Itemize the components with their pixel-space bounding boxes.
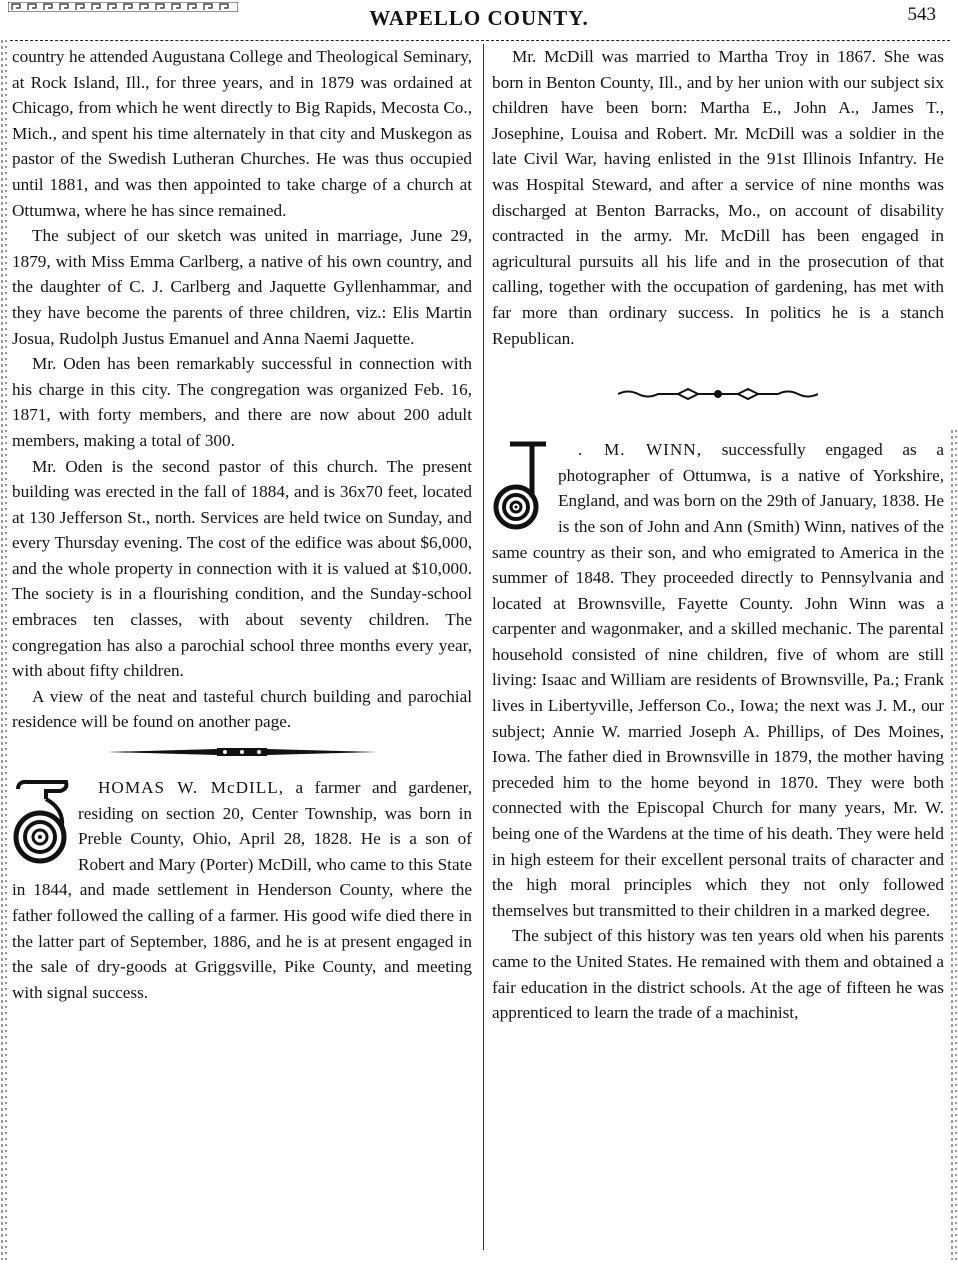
paragraph-oden-career: country he attended Augustana College and Theological Seminary, at Rock Island, Ill., for three years, and in 1879 was ordained at Chicago, from which he went directly to Big Rapids, Mecosta Co., Mich., and spent his time alternately in that city and Muskegon as pastor of the Swedish Lutheran Churches. He was thus occupied until 1881, and was then appointed to take charge of a church at Ottumwa, where he has since remained. (12, 47, 472, 220)
running-head-title: WAPELLO COUNTY. (369, 6, 589, 30)
paragraph-oden-success: Mr. Oden has been remarkably successful in connection with his charge in this city. The congregation was organized Feb. 16, 1871, with forty members, and there are now about 200 adult members, making a total of 300. (12, 354, 472, 450)
section-divider-ornament-right (492, 351, 944, 437)
paragraph-mcdill-bio (12, 775, 472, 1005)
paragraph-church-building: Mr. Oden is the second pastor of this church. The present building was erected in the fall of 1884, and is 36x70 feet, located at 130 Jefferson St., north. Services are held twice on Sunday, and every Thursday evening. The cost of the edifice was about $6,000, and the whole property in connection with it is valued at $10,000. The society is in a flourishing condition, and the Sunday-school embraces ten classes, with about seventy children. The congregation has also a parochial school three months every year, with about fifty children. (12, 456, 472, 681)
winn-bio-text: successfully engaged as a photographer of Ottumwa, is a native of Yorkshire, England, and was born on the 29th of January, 1838. He is the son of John and Ann (Smith) Winn, natives of the same country as their son, and who emigrated to America in the summer of 1848. They proceeded directly to Pennsylvania and located at Brownsville, Fayette County. John Winn was a carpenter and wagonmaker, and a skilled mechanic. The parental household consisted of nine children, five of whom are still living: Isaac and William are residents of Brownsville, Pa.; Frank lives in Libertyville, Jefferson Co., Iowa; the next was J. M., our subject; Annie W. married Joseph A. Phillips, of Des Moines, Iowa. The father died in Brownsville in 1879, the mother having preceded him to the home beyond in 1870. They were both connected with the Episcopal Church for many years, Mr. W. being one of the Wardens at the time of his death. They were held in high esteem for their excellent personal traits of character and the high moral principles which they not only followed themselves but transmitted to their children in a marked degree. (492, 440, 944, 920)
page-header (0, 0, 958, 44)
paragraph-oden-marriage: The subject of our sketch was united in marriage, June 29, 1879, with Miss Emma Carlberg, a native of his own country, and the daughter of C. J. Carlberg and Jaquette Gyllenhammar, and they have become the parents of three children, viz.: Elis Martin Josua, Rudolph Justus Emanuel and Anna Naemi Jaquette. (12, 226, 472, 348)
left-edge-border (0, 40, 8, 1260)
right-column (492, 44, 944, 1026)
paragraph-church-view: A view of the neat and tasteful church building and parochial residence will be found on another page. (12, 686, 472, 732)
column-separator (483, 44, 484, 1250)
header-dashed-rule (10, 40, 950, 41)
winn-name-lead: . M. WINN, (578, 440, 703, 460)
mcdill-bio-text: a farmer and gardener, residing on section 20, Center Township, was born in Preble County, Ohio, April 28, 1828. He is a son of Robert and Mary (Porter) McDill, who came to this State in 1844, and made settlement in Henderson County, where the father followed the calling of a farmer. His good wife died there in the latter part of September, 1886, and he is at present engaged in the sale of dry-goods at Griggsville, Pike County, and meeting with signal success. (12, 778, 472, 1002)
dropcap-j-ornament (492, 441, 550, 533)
left-column (12, 44, 472, 1005)
paragraph-mcdill-family: Mr. McDill was married to Martha Troy in 1867. She was born in Benton County, Ill., and by her union with our subject six children have been born: Martha E., John A., James T., Josephine, Louisa and Robert. Mr. McDill was a soldier in the late Civil War, having enlisted in the 91st Illinois Infantry. He was Hospital Steward, and after a service of nine months was discharged at Benton Barracks, Mo., on account of disability contracted in the army. Mr. McDill has been engaged in agricultural pursuits all his life and in the prosecution of that calling, together with the occupation of gardening, has met with far more than ordinary success. In politics he is a stanch Republican. (492, 47, 944, 348)
mcdill-name-lead: HOMAS W. McDILL, (98, 778, 285, 798)
page-number: 543 (907, 4, 936, 25)
paragraph-winn-youth: The subject of this history was ten years old when his parents came to the United States. He remained with them and obtained a fair education in the district schools. At the age of fifteen he was apprenticed to learn the trade of a machinist, (492, 926, 944, 1023)
dropcap-t-ornament (12, 779, 70, 875)
right-edge-border (950, 430, 958, 1260)
paragraph-winn-bio (492, 437, 944, 923)
section-divider-ornament (12, 735, 472, 775)
